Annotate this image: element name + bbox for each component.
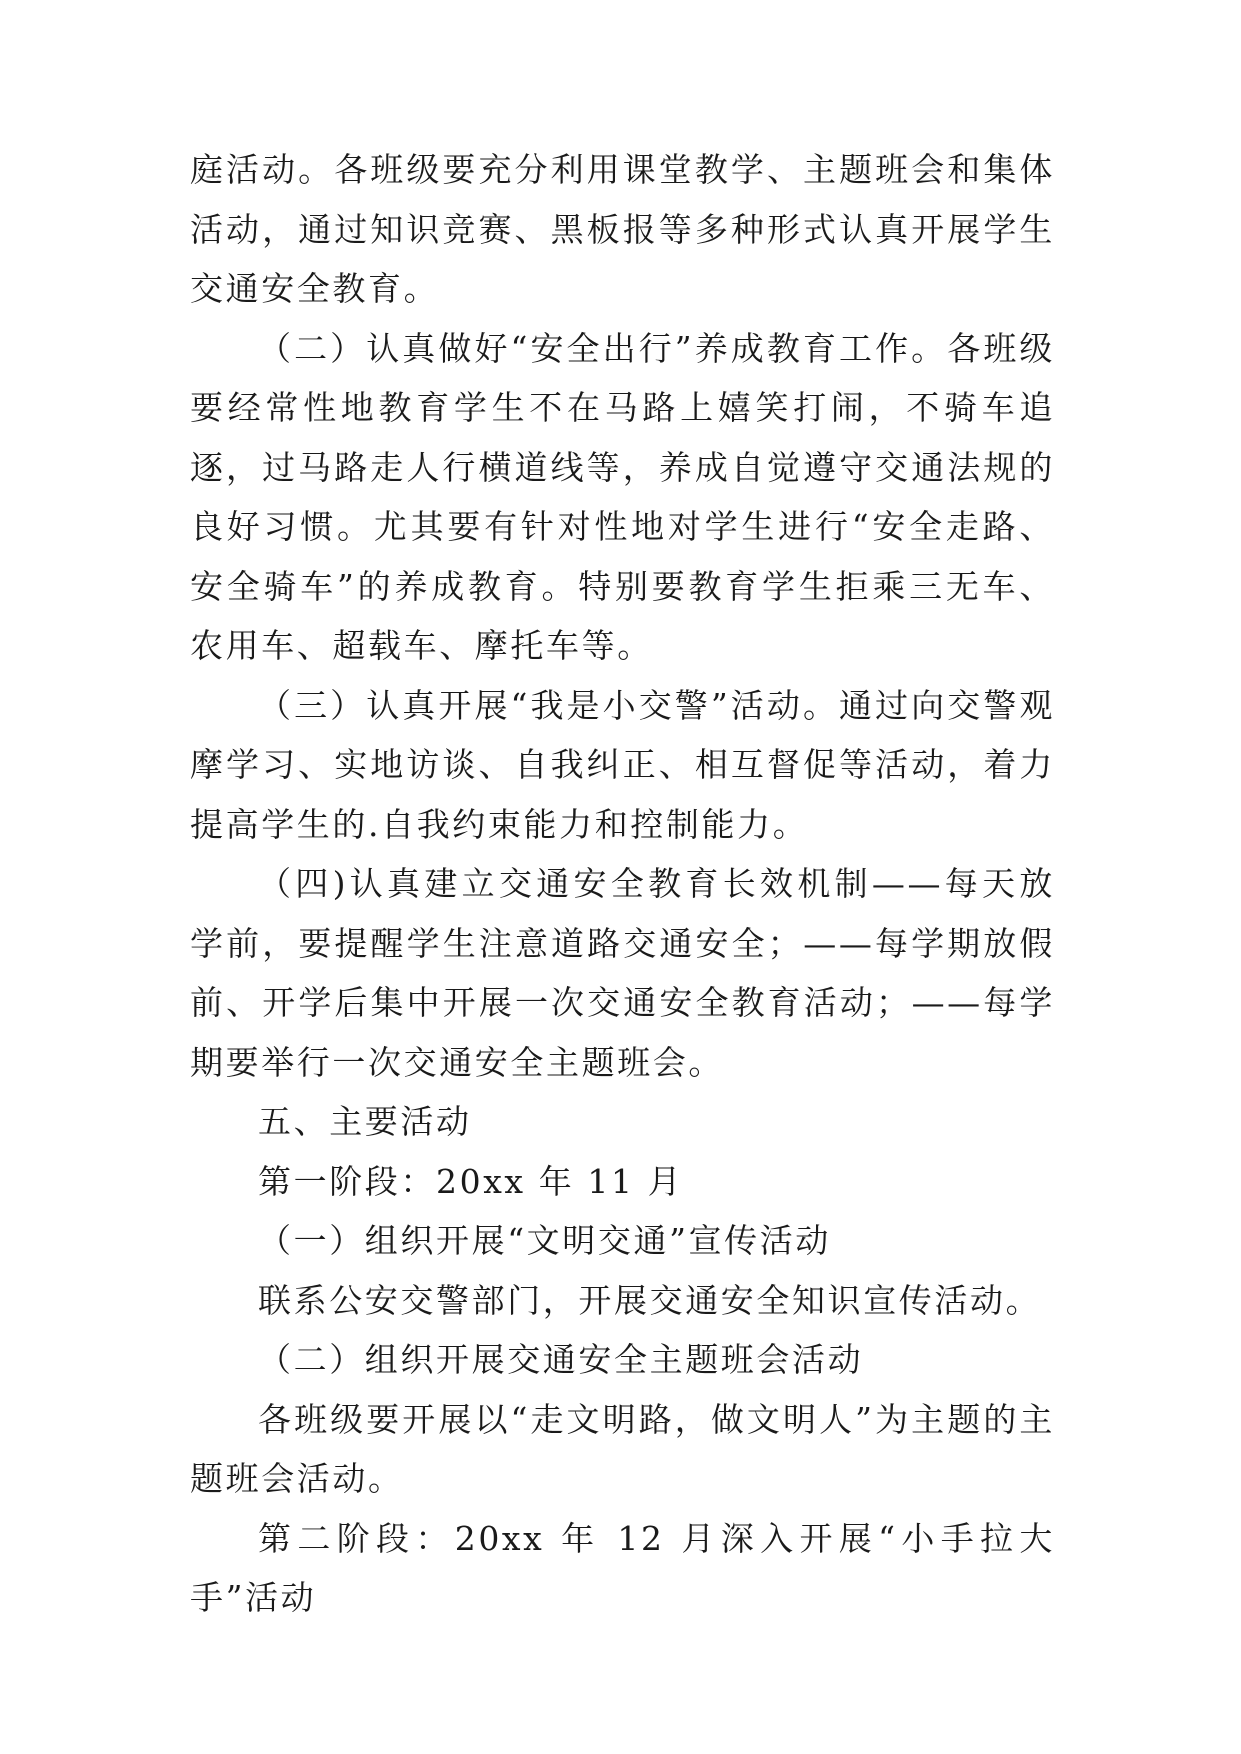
stage-one-heading: 第一阶段：20xx 年 11 月 (258, 1161, 684, 1201)
document-page (190, 140, 1055, 1628)
stage-one-item-two-text: 各班级要开展以“走文明路，做文明人”为主题的主题班会活动。 (190, 1399, 1055, 1498)
paragraph-little-traffic-police: （三）认真开展“我是小交警”活动。通过向交警观摩学习、实地访谈、自我纠正、相互督促等活动，着力提高学生的.自我约束能力和控制能力。 (190, 685, 1055, 844)
stage-one-item-one-text: 联系公安交警部门，开展交通安全知识宣传活动。 (258, 1280, 1042, 1320)
paragraph-activity-methods: 庭活动。各班级要充分利用课堂教学、主题班会和集体活动，通过知识竞赛、黑板报等多种形式认真开展学生交通安全教育。 (190, 150, 1055, 308)
paragraph-long-term-mechanism: （四)认真建立交通安全教育长效机制——每天放学前，要提醒学生注意道路交通安全；——每学期放假前、开学后集中开展一次交通安全教育活动；——每学期要举行一次交通安全主题班会。 (190, 864, 1055, 1082)
paragraph-safe-travel-education: （二）认真做好“安全出行”养成教育工作。各班级要经常性地教育学生不在马路上嬉笑打闹，不骑车追逐，过马路走人行横道线等，养成自觉遵守交通法规的良好习惯。尤其要有针对性地对学生进行“安全走路、安全骑车”的养成教育。特别要教育学生拒乘三无车、农用车、超载车、摩托车等。 (190, 328, 1055, 665)
stage-one-item-two-heading: （二）组织开展交通安全主题班会活动 (258, 1340, 864, 1379)
section-heading-main-activities: 五、主要活动 (258, 1102, 472, 1141)
stage-two-heading: 第二阶段：20xx 年 12 月深入开展“小手拉大手”活动 (190, 1518, 1055, 1617)
stage-one-item-one-heading: （一）组织开展“文明交通”宣传活动 (258, 1221, 831, 1260)
